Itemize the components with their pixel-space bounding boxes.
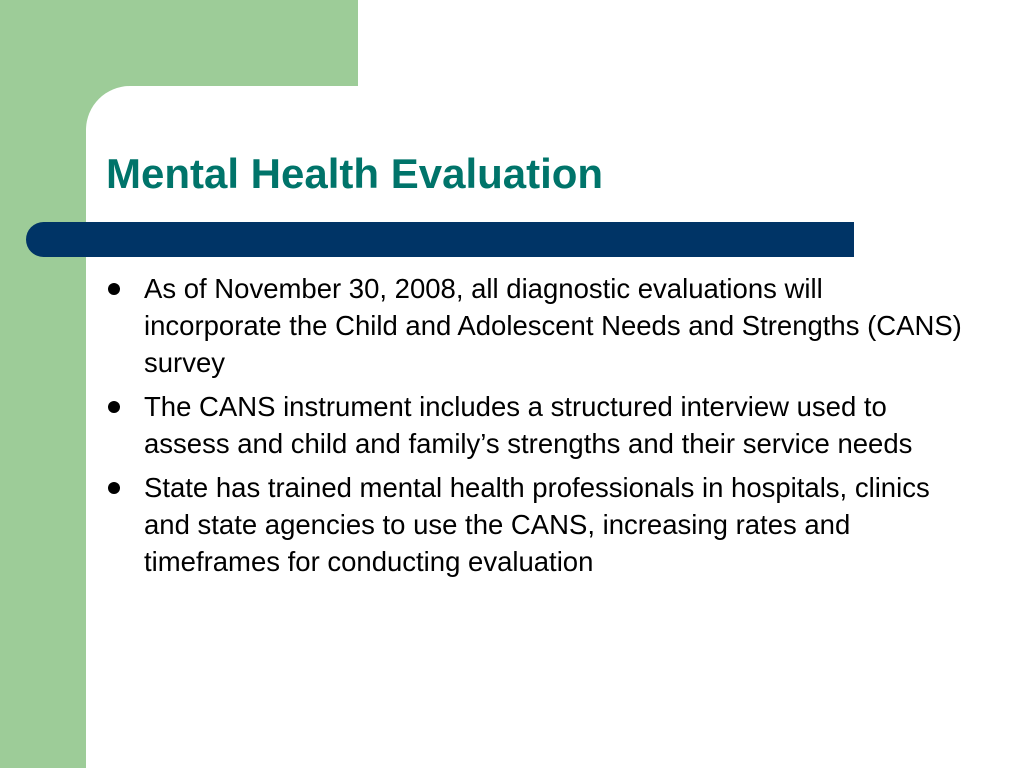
title-divider-bar: [26, 222, 854, 257]
bullet-item: [106, 270, 966, 381]
bullet-dot-icon: [108, 482, 120, 494]
bullet-text: The CANS instrument includes a structured interview used to assess and child and family’s strengths and their service needs: [144, 391, 913, 459]
bullet-text: As of November 30, 2008, all diagnostic evaluations will incorporate the Child and Adolescent Needs and Strengths (CANS) survey: [144, 273, 962, 378]
bullet-item: [106, 388, 966, 462]
bullet-dot-icon: [108, 401, 120, 413]
bullet-list: [106, 270, 966, 587]
slide-title: Mental Health Evaluation: [106, 150, 604, 197]
bullet-text: State has trained mental health professionals in hospitals, clinics and state agencies to use the CANS, increasing rates and timeframes for conducting evaluation: [144, 472, 930, 577]
bullet-dot-icon: [108, 283, 120, 295]
bullet-item: [106, 469, 966, 580]
